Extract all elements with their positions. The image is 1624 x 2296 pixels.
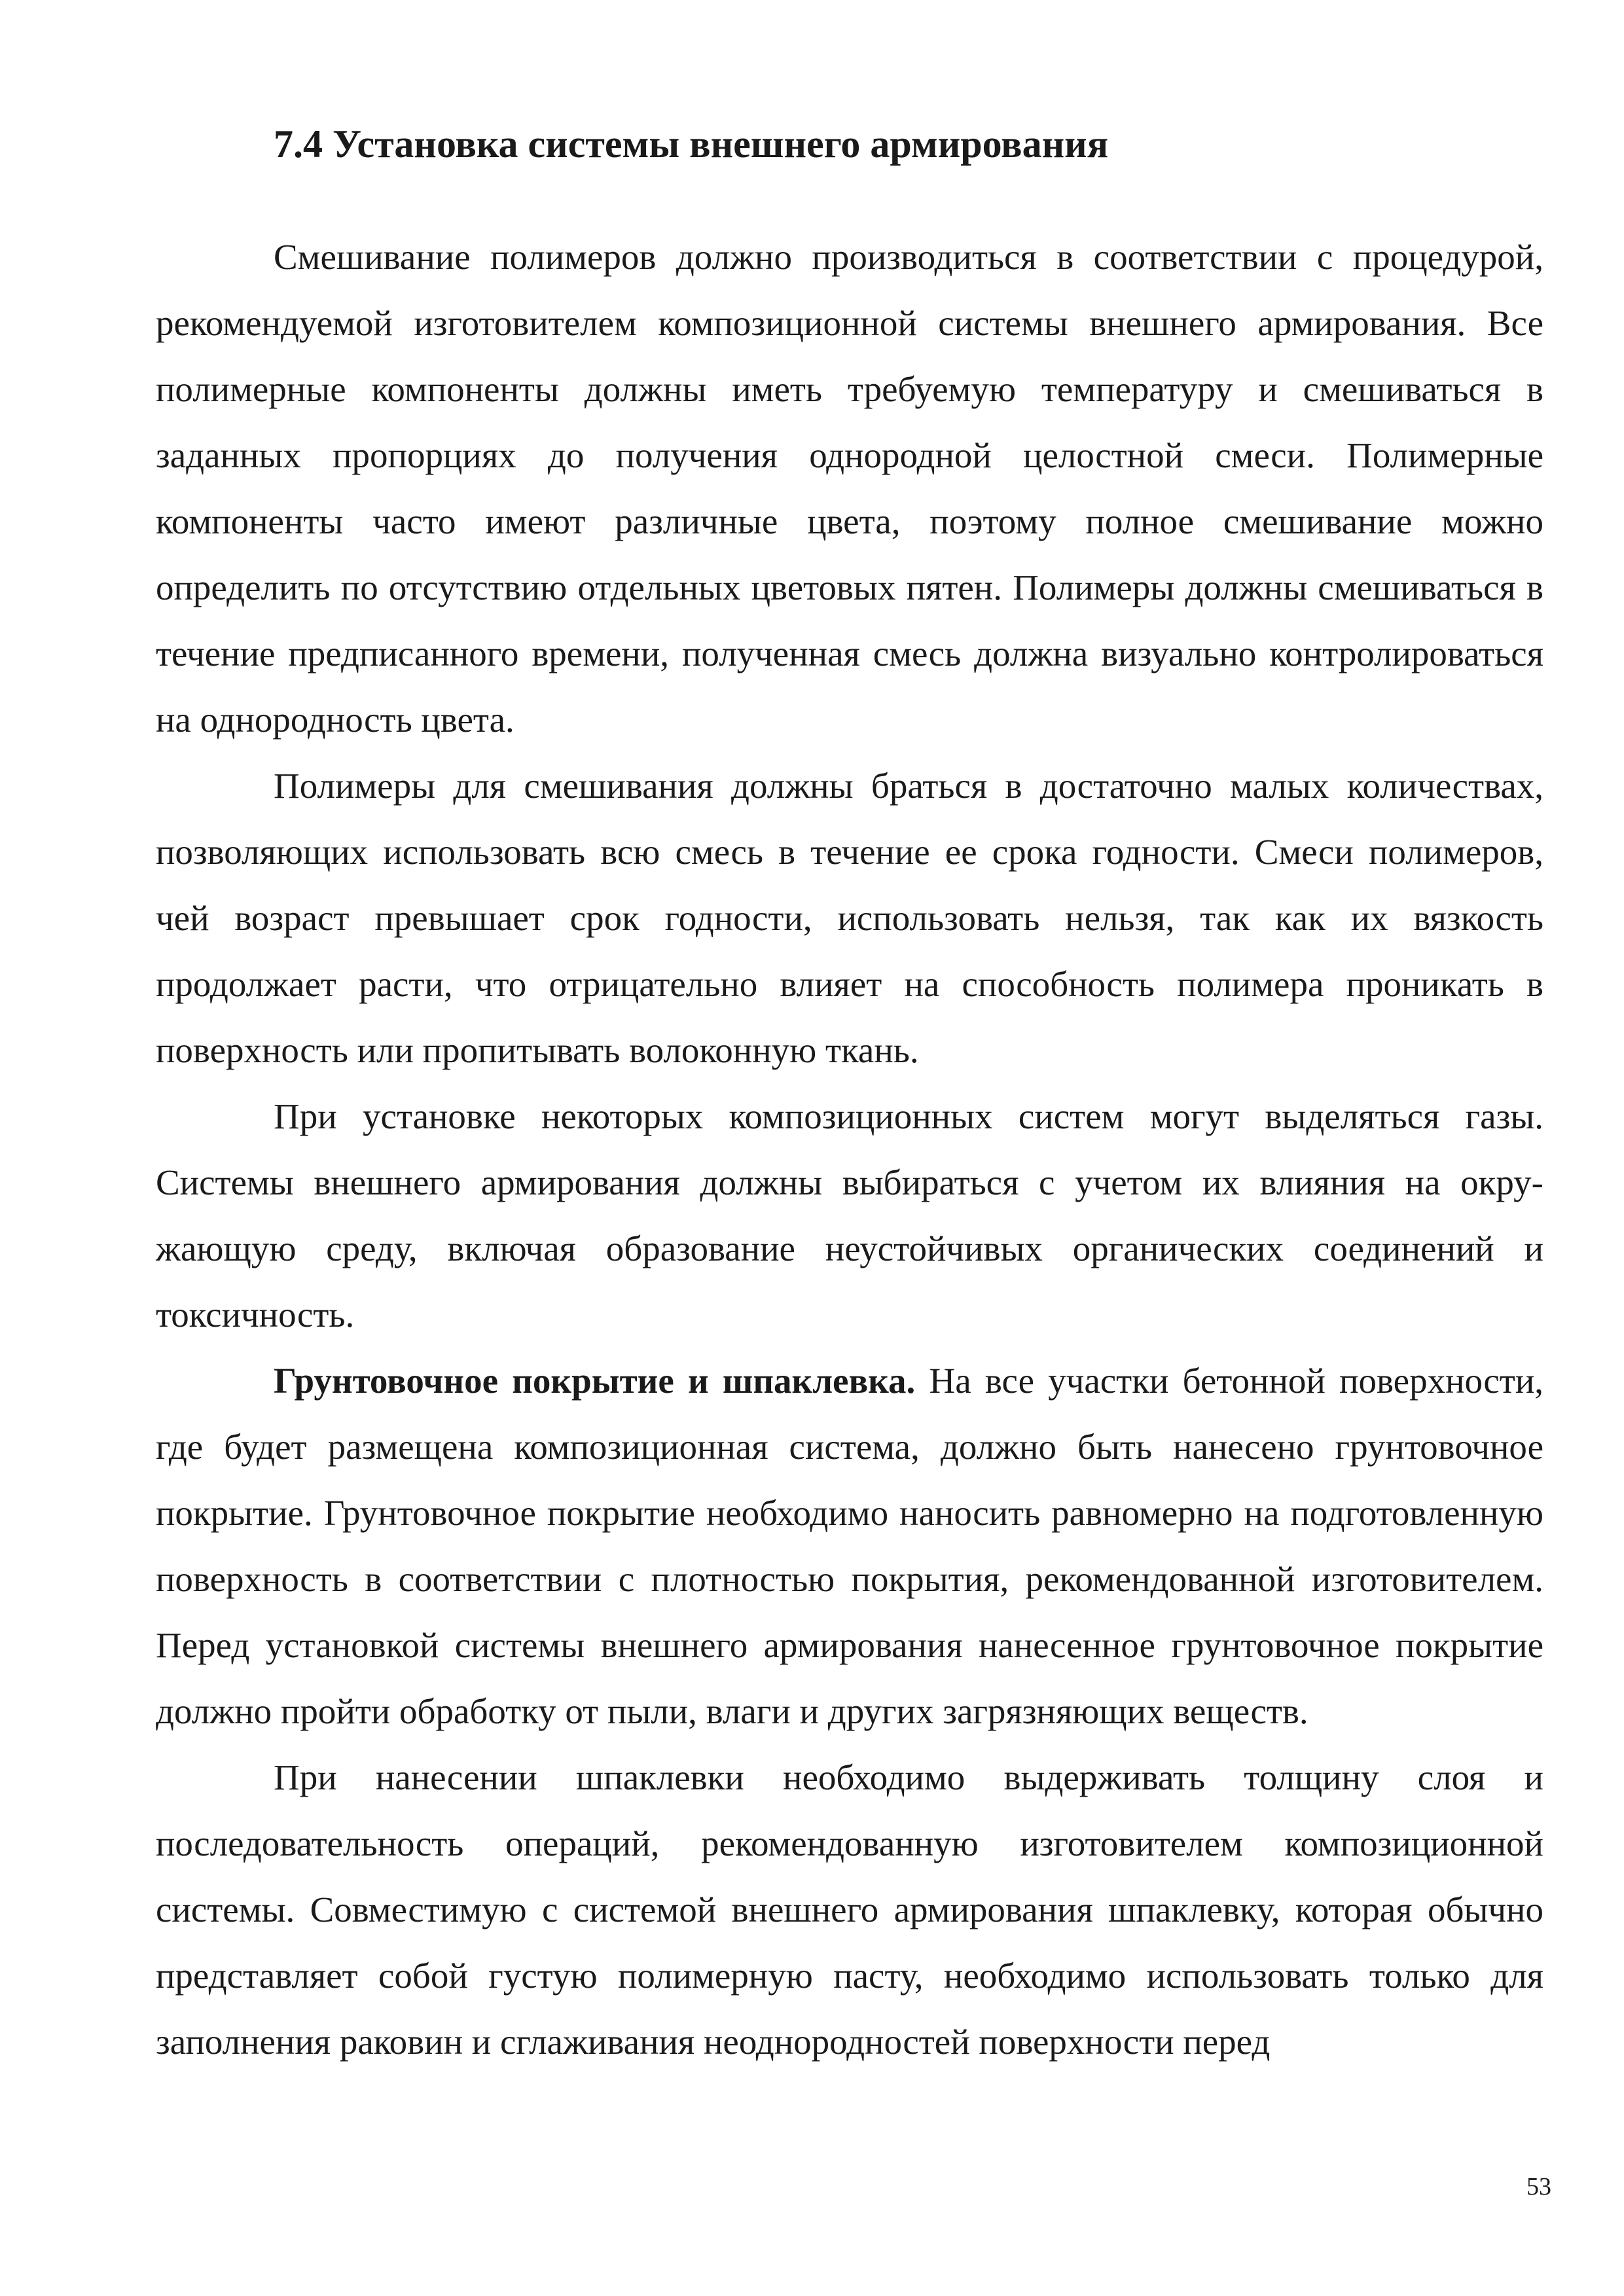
paragraph-gases: При установке некоторых композиционных систем могут выделяться газы. Системы внешнего армирования должны выбираться с учетом их влияния на окружающую среду, включая образование неустойчивых органических соединений и токсичность. [156, 1096, 1543, 1335]
paragraph-primer [156, 1348, 1543, 1744]
section-heading: 7.4 Установка системы внешнего армирования [274, 122, 1109, 166]
paragraph-mixing: Смешивание полимеров должно производиться в соответствии с процедурой, рекомендуемой изготовителем композиционной системы внешнего армирования. Все полимерные компоненты должны иметь требуемую температуру и смешиваться в заданных пропорциях до получения однородной целостной смеси. Полимерные компоненты часто имеют различные цвета, поэтому полное смешивание можно определить по отсутствию отдельных цветовых пятен. Полимеры должны смешиваться в течение предписанного времени, полученная смесь должна визуально контролироваться на однородность цвета. [156, 237, 1543, 740]
paragraph-primer-text: На все участки бетонной поверхности, где будет размещена композиционная система, должно быть нанесено грунтовочное покрытие. Грунтовочное покрытие необходимо наносить равномерно на подготовленную поверхность в соответствии с плотностью покрытия, рекомендованной изготовителем. Перед установкой системы внешнего армирования нанесенное грунтовочное покрытие должно пройти обработку от пыли, влаги и других загрязняющих веществ. [156, 1361, 1544, 1731]
page-number: 53 [1526, 2173, 1551, 2200]
paragraph-primer-lead: Грунтовочное покрытие и шпаклевка. [274, 1361, 916, 1401]
paragraph-pot-life: Полимеры для смешивания должны браться в достаточно малых количествах, позволяющих использовать всю смесь в течение ее срока годности. Смеси полимеров, чей возраст превышает срок годности, использовать нельзя, так как их вязкость продолжает расти, что отрицательно влияет на способность полимера проникать в поверхность или пропитывать волоконную ткань. [156, 766, 1543, 1070]
paragraph-putty: При нанесении шпаклевки необходимо выдерживать толщину слоя и последовательность операций, рекомендованную изготовителем композиционной системы. Совместимую с системой внешнего армирования шпаклевку, которая обычно представляет собой густую полимерную пасту, необходимо использовать только для заполнения раковин и сглаживания неоднородностей поверхности перед [156, 1757, 1543, 2062]
page-content [156, 111, 1543, 2075]
